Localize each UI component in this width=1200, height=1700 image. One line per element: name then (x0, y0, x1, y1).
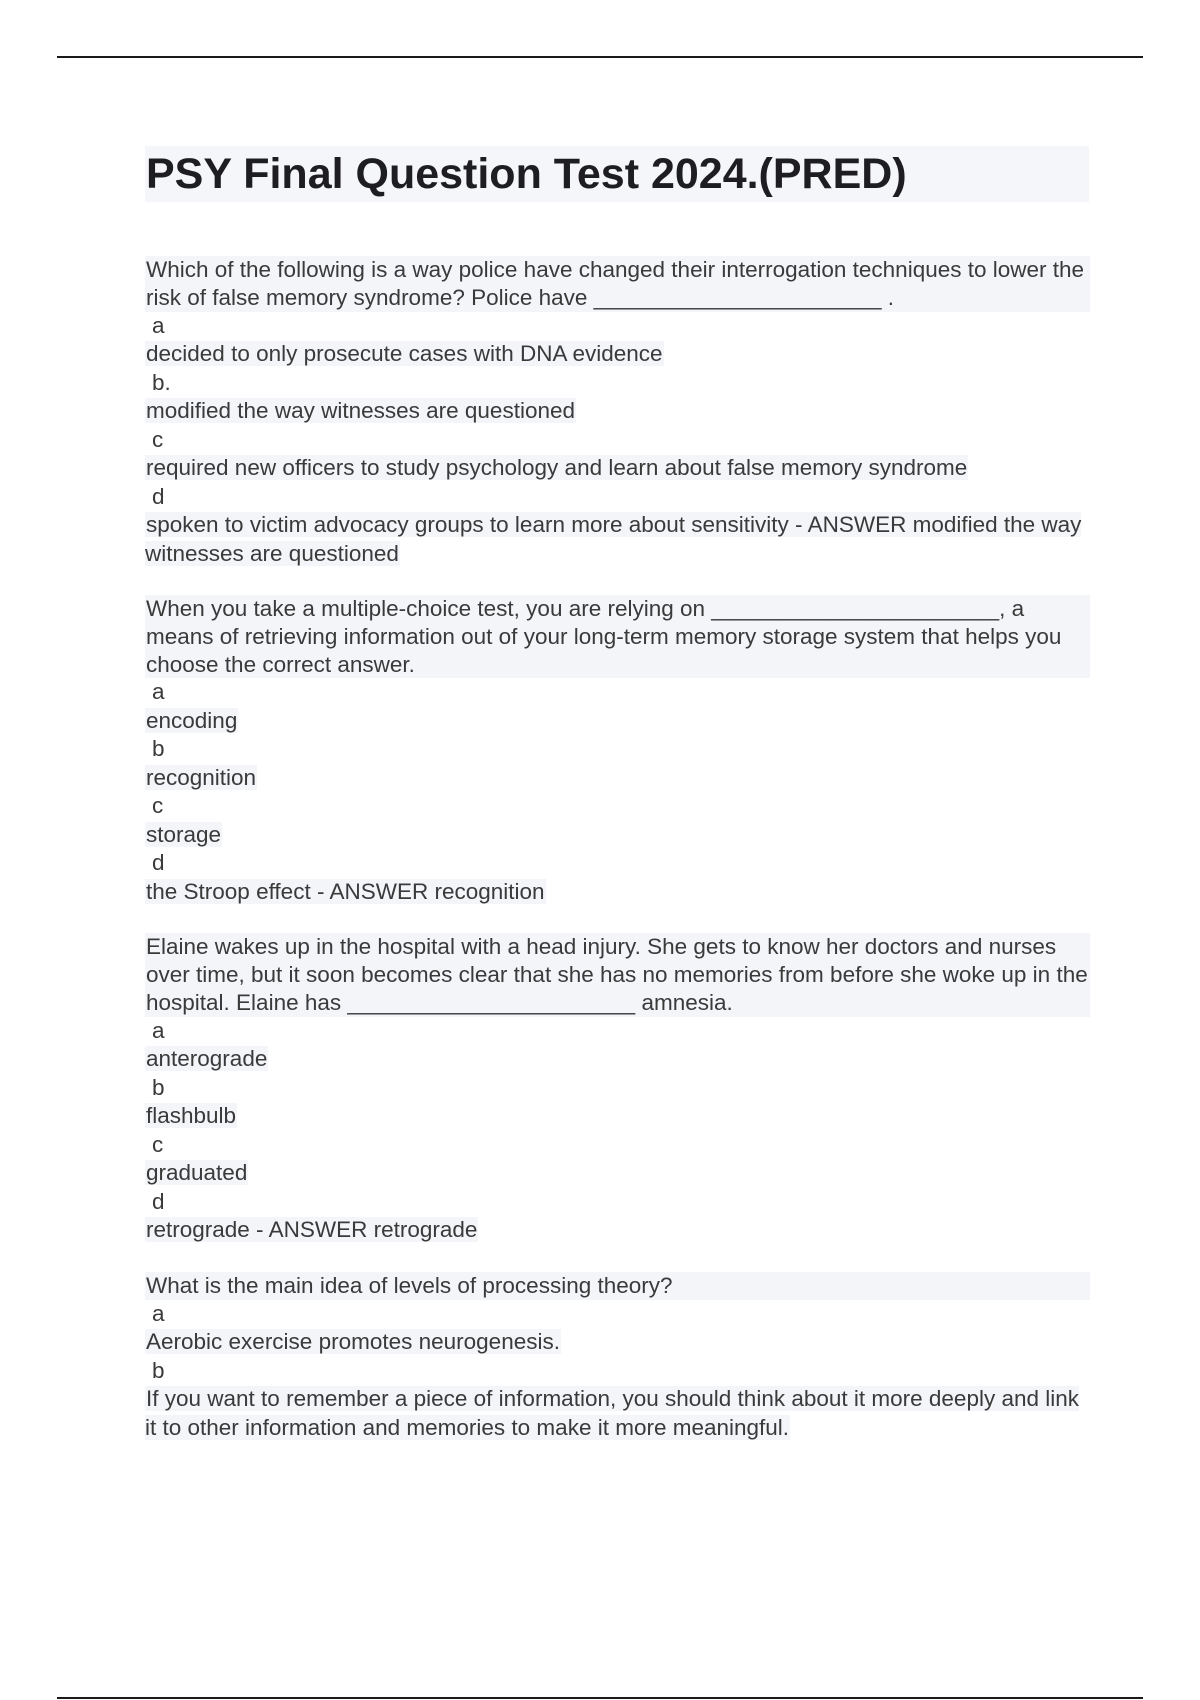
option-letter: d (152, 1188, 165, 1214)
option-text-with-answer: spoken to victim advocacy groups to learn more about sensitivity - ANSWER modified the way witnesses are questioned (145, 512, 1082, 566)
option-letter: b (152, 1074, 165, 1100)
option-text: graduated (146, 1160, 248, 1186)
option-text: Aerobic exercise promotes neurogenesis. (146, 1329, 560, 1355)
question-4 (145, 1272, 1090, 1442)
option-letter: c (152, 426, 164, 452)
option-letter: a (152, 1017, 165, 1043)
question-text: When you take a multiple-choice test, you are relying on _______________________, a means of retrieving information out of your long-term memory storage system that helps you choose the correct answer. (145, 595, 1090, 678)
bottom-rule (57, 1697, 1143, 1699)
option-text-with-answer: retrograde - ANSWER retrograde (146, 1217, 478, 1243)
option-text-with-answer: the Stroop effect - ANSWER recognition (146, 878, 545, 904)
option-letter: a (152, 679, 165, 705)
option-text: anterograde (146, 1046, 268, 1072)
option-letter: d (152, 483, 165, 509)
option-text: recognition (146, 764, 257, 790)
question-2 (145, 595, 1090, 906)
question-text: What is the main idea of levels of processing theory? (145, 1272, 1090, 1300)
option-letter: a (152, 312, 165, 338)
option-letter: b (152, 736, 165, 762)
option-text: decided to only prosecute cases with DNA evidence (146, 341, 663, 367)
option-text: required new officers to study psychology and learn about false memory syndrome (146, 455, 968, 481)
option-letter: c (152, 1131, 164, 1157)
option-text: If you want to remember a piece of information, you should think about it more deeply and link it to other information and memories to make it more meaningful. (145, 1386, 1080, 1440)
option-text: flashbulb (146, 1103, 237, 1129)
option-text: modified the way witnesses are questioned (146, 398, 575, 424)
top-rule (57, 56, 1143, 58)
option-letter: b (152, 1357, 165, 1383)
page-title: PSY Final Question Test 2024.(PRED) (146, 150, 907, 198)
question-1 (145, 256, 1090, 568)
question-text: Elaine wakes up in the hospital with a head injury. She gets to know her doctors and nurses over time, but it soon becomes clear that she has no memories from before she woke up in the hospital. Elaine has _______________________ amnesia. (145, 933, 1090, 1016)
option-letter: a (152, 1300, 165, 1326)
question-list (145, 256, 1090, 1469)
option-letter: b. (152, 369, 171, 395)
option-text: encoding (146, 707, 238, 733)
option-text: storage (146, 821, 222, 847)
option-letter: d (152, 850, 165, 876)
option-letter: c (152, 793, 164, 819)
question-text: Which of the following is a way police have changed their interrogation techniques to lower the risk of false memory syndrome? Police have _______________________ . (145, 256, 1090, 312)
question-3 (145, 933, 1090, 1244)
